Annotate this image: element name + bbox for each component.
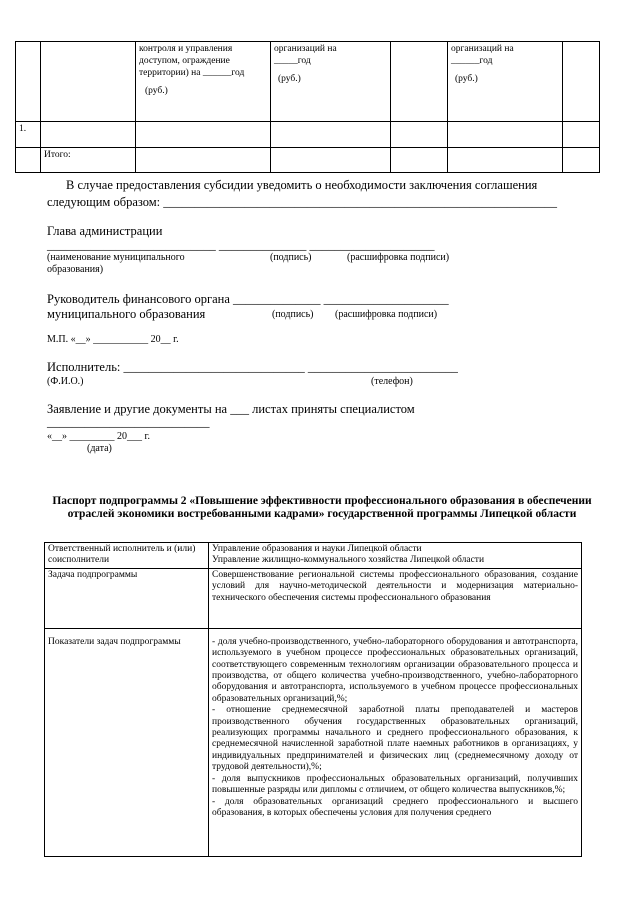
value-line: Управление жилищно-коммунального хозяйства Липецкой области — [212, 555, 485, 566]
finance-head-line: Руководитель финансового органа ______________ ____________________ — [47, 292, 449, 306]
caption-municipality: (наименование муниципального — [47, 252, 185, 263]
table-cell — [448, 122, 563, 148]
table-cell — [16, 42, 41, 122]
table-cell — [563, 122, 600, 148]
subsidy-table — [15, 41, 600, 173]
table-cell — [391, 122, 448, 148]
caption-decoding: (расшифровка подписи) — [335, 309, 438, 320]
table-cell — [448, 42, 563, 122]
total-label: Итого: — [41, 148, 136, 173]
caption-municipality-2: образования) — [47, 264, 104, 275]
table-cell — [271, 42, 391, 122]
value-line: - доля выпускников профессиональных образовательных организаций, получивших повышенные разряды или дипломы с отличием, от общего количества выпускников,%; — [212, 773, 578, 796]
value-line: Управление образования и науки Липецкой области — [212, 544, 422, 554]
caption-fio: (Ф.И.О.) — [47, 376, 84, 387]
row-label: Задача подпрограммы — [45, 568, 209, 628]
header-text: организаций на — [274, 44, 337, 54]
header-unit: (руб.) — [455, 74, 478, 84]
accepted-date-line: «__» _________ 20___ г. — [47, 431, 150, 442]
table-cell — [16, 148, 41, 173]
table-row — [45, 568, 582, 628]
row-value — [209, 628, 582, 856]
table-cell — [136, 148, 271, 173]
header-text: ______год — [451, 56, 493, 66]
header-text: доступом, ограждение — [139, 56, 230, 66]
header-unit: (руб.) — [145, 86, 168, 96]
passport-title: Паспорт подпрограммы 2 «Повышение эффективности профессионального образования в обеспечении отраслей экономики востребованными кадрами» государственной программы Липецкой области — [52, 495, 592, 520]
value-line: - доля образовательных организаций среднего профессионального и высшего образования, в которых обеспечены условия для получения среднего — [212, 796, 578, 818]
caption-signature: (подпись) — [270, 252, 312, 263]
table-cell — [391, 42, 448, 122]
table-row-total — [16, 148, 600, 173]
accepted-line-2: __________________________ — [47, 415, 210, 429]
finance-head-line-2: муниципального образования — [47, 307, 206, 321]
table-cell — [563, 42, 600, 122]
header-text: контроля и управления — [139, 44, 233, 54]
caption-decoding: (расшифровка подписи) — [347, 252, 450, 263]
notice-line-2: следующим образом: _______________________________________________________________ — [47, 195, 558, 209]
head-admin-signature-line: ___________________________ ______________ ____________________ — [47, 238, 435, 252]
table-row — [16, 122, 600, 148]
header-text: организаций на — [451, 44, 514, 54]
table-cell — [136, 42, 271, 122]
caption-date: (дата) — [87, 443, 112, 454]
row-number: 1. — [16, 122, 41, 148]
row-value — [209, 543, 582, 569]
table-cell — [41, 122, 136, 148]
table-header-row — [16, 42, 600, 122]
value-line: Совершенствование региональной системы профессионального образования, создание условий для научно-методической деятельности и модернизация материально-технического обеспечения системы профессионального образования — [212, 569, 578, 603]
row-label: Ответственный исполнитель и (или) соисполнители — [45, 543, 209, 569]
value-line: - доля учебно-производственного, учебно-лабораторного оборудования и автотранспорта, используемого в учебном процессе профессиональных образовательных организаций, соответствующего современным технологиям организации образовательного процесса и производства, от общего количества учебно-производственного, учебно-лабораторного оборудования и автотранспорта, используемого в учебном процессе профессиональных образовательных организаций,%; — [212, 636, 578, 704]
row-value — [209, 568, 582, 628]
caption-signature: (подпись) — [272, 309, 314, 320]
passport-table — [44, 542, 582, 857]
head-admin-title: Глава администрации — [47, 224, 163, 238]
value-line: - отношение среднемесячной заработной платы преподавателей и мастеров производственного обучения государственных образовательных организаций, реализующих программы начального и среднего профессионального образования, к среднемесячной начисленной заработной плате наемных работников в организациях, у индивидуальных предпринимателей и физических лиц (среднемесячному доходу от трудовой деятельности),%; — [212, 705, 578, 773]
notice-line-1: В случае предоставления субсидии уведомить о необходимости заключения соглашения — [66, 178, 538, 192]
table-cell — [271, 122, 391, 148]
table-cell — [136, 122, 271, 148]
row-label: Показатели задач подпрограммы — [45, 628, 209, 856]
table-row — [45, 628, 582, 856]
executor-line: Исполнитель: _____________________________ ________________________ — [47, 360, 458, 374]
header-text: территории) на ______год — [139, 68, 245, 78]
accepted-line-1: Заявление и другие документы на ___ листах приняты специалистом — [47, 402, 415, 416]
table-cell — [448, 148, 563, 173]
table-cell — [563, 148, 600, 173]
caption-phone: (телефон) — [371, 376, 413, 387]
table-cell — [271, 148, 391, 173]
table-row — [45, 543, 582, 569]
header-text: _____год — [274, 56, 311, 66]
table-cell — [41, 42, 136, 122]
stamp-line: М.П. «__» ___________ 20__ г. — [47, 334, 179, 345]
table-cell — [391, 148, 448, 173]
header-unit: (руб.) — [278, 74, 301, 84]
